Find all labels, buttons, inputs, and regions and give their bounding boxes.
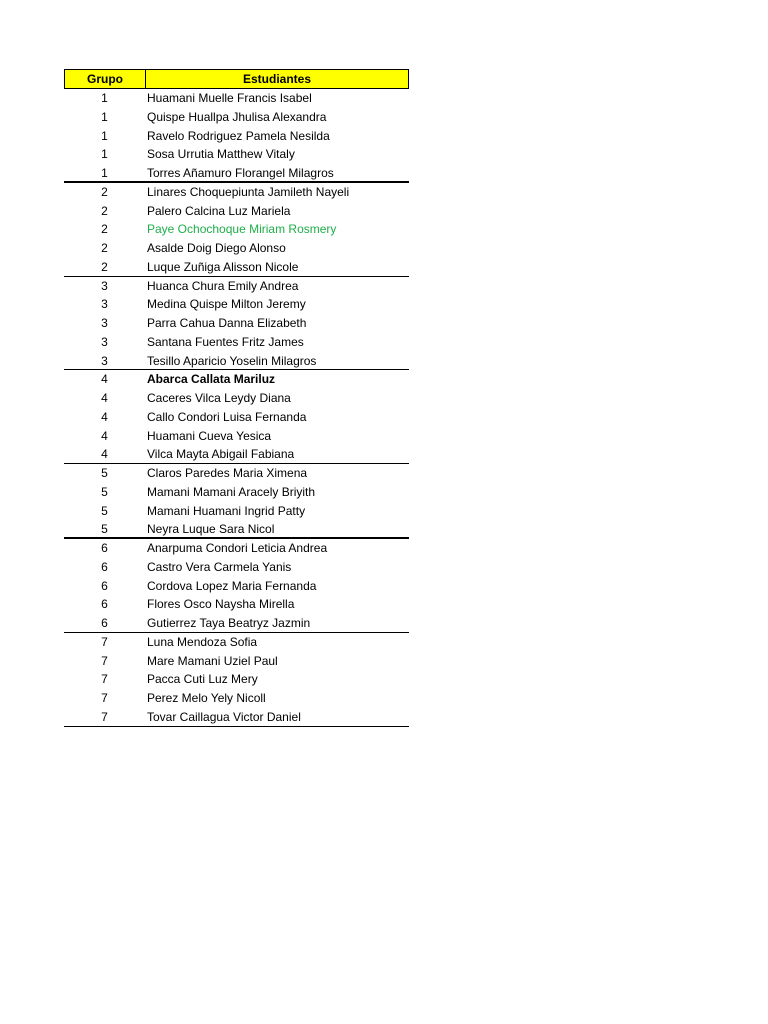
cell-grupo[interactable]: 6 [101, 559, 108, 574]
cell-grupo[interactable]: 2 [101, 184, 108, 199]
table-row [64, 183, 409, 202]
table-row [64, 314, 409, 333]
cell-estudiante[interactable]: Ravelo Rodriguez Pamela Nesilda [147, 128, 330, 143]
cell-grupo[interactable]: 2 [101, 241, 108, 255]
cell-estudiante[interactable]: Neyra Luque Sara Nicol [147, 522, 275, 537]
cell-grupo[interactable]: 6 [101, 616, 108, 630]
table-row [64, 352, 409, 371]
cell-grupo[interactable]: 1 [101, 109, 108, 124]
cell-estudiante[interactable]: Santana Fuentes Fritz James [147, 334, 304, 349]
table-row [64, 539, 409, 558]
cell-grupo[interactable]: 4 [101, 391, 108, 405]
table-row [64, 614, 409, 633]
cell-grupo[interactable]: 2 [101, 259, 108, 274]
table-row [64, 708, 409, 727]
table-row [64, 633, 409, 652]
cell-estudiante[interactable]: Luna Mendoza Sofia [147, 634, 258, 649]
cell-estudiante[interactable]: Mamani Mamani Aracely Briyith [147, 484, 316, 499]
cell-grupo[interactable]: 7 [101, 691, 108, 705]
table-row [64, 427, 409, 446]
cell-estudiante[interactable]: Sosa Urrutia Matthew Vitaly [147, 147, 295, 162]
cell-estudiante[interactable]: Luque Zuñiga Alisson Nicole [147, 259, 299, 274]
cell-grupo[interactable]: 1 [101, 128, 108, 143]
cell-grupo[interactable]: 5 [101, 503, 108, 518]
cell-grupo[interactable]: 6 [101, 541, 108, 555]
table-row [64, 295, 409, 314]
table-row [64, 483, 409, 502]
table-row [64, 127, 409, 146]
table-row [64, 520, 409, 539]
table-row [64, 370, 409, 389]
table-row [64, 689, 409, 708]
table-row [64, 277, 409, 296]
cell-estudiante[interactable]: Castro Vera Carmela Yanis [147, 559, 292, 574]
cell-grupo[interactable]: 1 [101, 147, 108, 162]
cell-estudiante[interactable]: Huanca Chura Emily Andrea [147, 278, 299, 293]
table-body [64, 89, 409, 727]
table-row [64, 258, 409, 277]
cell-grupo[interactable]: 6 [101, 597, 108, 612]
cell-estudiante[interactable]: Anarpuma Condori Leticia Andrea [147, 541, 328, 555]
cell-grupo[interactable]: 1 [101, 91, 108, 105]
cell-grupo[interactable]: 4 [101, 409, 108, 424]
cell-estudiante[interactable]: Callo Condori Luisa Fernanda [147, 409, 307, 424]
spreadsheet-table [64, 69, 409, 727]
cell-estudiante[interactable]: Medina Quispe Milton Jeremy [147, 297, 306, 312]
cell-estudiante[interactable]: Asalde Doig Diego Alonso [147, 241, 286, 255]
table-row [64, 670, 409, 689]
cell-estudiante[interactable]: Flores Osco Naysha Mirella [147, 597, 295, 612]
cell-grupo[interactable]: 7 [101, 709, 108, 724]
cell-grupo[interactable]: 2 [101, 203, 108, 218]
cell-estudiante[interactable]: Huamani Muelle Francis Isabel [147, 91, 312, 105]
header-grupo[interactable]: Grupo [65, 70, 146, 88]
table-row [64, 145, 409, 164]
table-row [64, 89, 409, 108]
cell-estudiante[interactable]: Pacca Cuti Luz Mery [147, 672, 258, 687]
table-row [64, 202, 409, 221]
cell-grupo[interactable]: 4 [101, 372, 108, 387]
cell-grupo[interactable]: 3 [101, 334, 108, 349]
cell-estudiante[interactable]: Mamani Huamani Ingrid Patty [147, 503, 306, 518]
cell-estudiante[interactable]: Paye Ochochoque Miriam Rosmery [147, 222, 337, 237]
cell-estudiante[interactable]: Palero Calcina Luz Mariela [147, 203, 291, 218]
cell-estudiante[interactable]: Mare Mamani Uziel Paul [147, 653, 278, 668]
cell-estudiante[interactable]: Parra Cahua Danna Elizabeth [147, 316, 307, 330]
cell-estudiante[interactable]: Abarca Callata Mariluz [147, 372, 276, 387]
table-header [64, 69, 409, 89]
cell-estudiante[interactable]: Tesillo Aparicio Yoselin Milagros [147, 353, 317, 368]
cell-grupo[interactable]: 3 [101, 278, 108, 293]
table-row [64, 558, 409, 577]
table-row [64, 239, 409, 258]
table-row [64, 595, 409, 614]
cell-grupo[interactable]: 6 [101, 578, 108, 593]
cell-grupo[interactable]: 3 [101, 353, 108, 368]
cell-grupo[interactable]: 7 [101, 634, 108, 649]
cell-grupo[interactable]: 3 [101, 297, 108, 312]
cell-grupo[interactable]: 7 [101, 653, 108, 668]
cell-estudiante[interactable]: Linares Choquepiunta Jamileth Nayeli [147, 184, 350, 199]
cell-grupo[interactable]: 5 [101, 484, 108, 499]
table-row [64, 220, 409, 239]
cell-grupo[interactable]: 5 [101, 522, 108, 537]
cell-estudiante[interactable]: Caceres Vilca Leydy Diana [147, 391, 291, 405]
table-row [64, 164, 409, 183]
cell-estudiante[interactable]: Tovar Caillagua Victor Daniel [147, 709, 301, 724]
table-row [64, 408, 409, 427]
table-row [64, 108, 409, 127]
table-row [64, 502, 409, 521]
cell-estudiante[interactable]: Claros Paredes Maria Ximena [147, 466, 308, 480]
cell-estudiante[interactable]: Perez Melo Yely Nicoll [147, 691, 266, 705]
cell-estudiante[interactable]: Torres Añamuro Florangel Milagros [147, 166, 334, 180]
cell-grupo[interactable]: 1 [101, 166, 108, 180]
cell-estudiante[interactable]: Vilca Mayta Abigail Fabiana [147, 447, 295, 462]
cell-estudiante[interactable]: Quispe Huallpa Jhulisa Alexandra [147, 109, 327, 124]
table-row [64, 445, 409, 464]
table-row [64, 652, 409, 671]
table-row [64, 464, 409, 483]
cell-grupo[interactable]: 3 [101, 316, 108, 330]
table-row [64, 333, 409, 352]
cell-grupo[interactable]: 5 [101, 466, 108, 480]
table-row [64, 389, 409, 408]
cell-grupo[interactable]: 7 [101, 672, 108, 687]
cell-grupo[interactable]: 4 [101, 447, 108, 462]
cell-estudiante[interactable]: Cordova Lopez Maria Fernanda [147, 578, 317, 593]
cell-estudiante[interactable]: Gutierrez Taya Beatryz Jazmin [147, 616, 311, 630]
cell-grupo[interactable]: 4 [101, 428, 108, 443]
cell-grupo[interactable]: 2 [101, 222, 108, 237]
table-row [64, 577, 409, 596]
cell-estudiante[interactable]: Huamani Cueva Yesica [147, 428, 272, 443]
header-estudiantes[interactable]: Estudiantes [242, 72, 311, 86]
